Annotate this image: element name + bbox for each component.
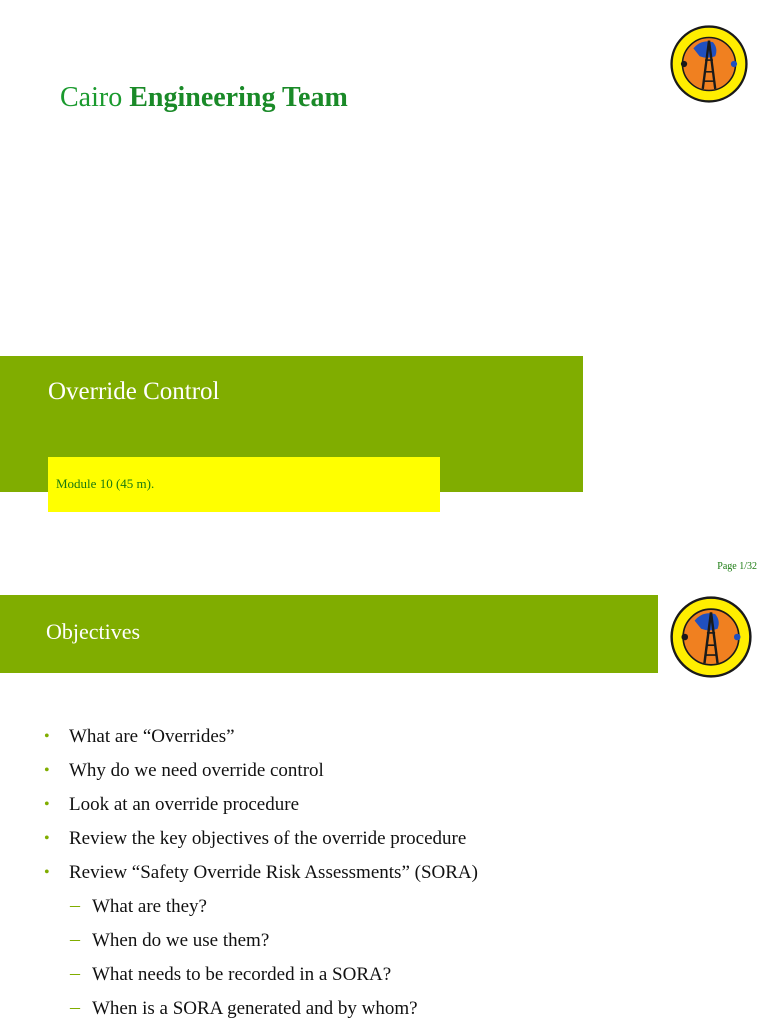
title-prefix: Cairo xyxy=(60,82,123,113)
objective-item: • Review “Safety Override Risk Assessments” (SORA) xyxy=(0,856,768,890)
slide-title xyxy=(60,82,348,114)
objectives-list xyxy=(0,720,768,1026)
objective-item: • Why do we need override control xyxy=(0,754,768,788)
company-emblem-icon xyxy=(670,25,748,103)
objective-item: • What are “Overrides” xyxy=(0,720,768,754)
company-emblem-icon xyxy=(670,596,752,678)
module-title: Override Control xyxy=(48,378,220,405)
objective-item: • Review the key objectives of the override procedure xyxy=(0,822,768,856)
module-info-box xyxy=(48,457,440,512)
objective-subitem: – When is a SORA generated and by whom? xyxy=(0,992,768,1026)
objective-subitem: – When do we use them? xyxy=(0,924,768,958)
title-bold: Engineering Team xyxy=(129,82,348,113)
objectives-band xyxy=(0,595,658,673)
objective-subitem: – What needs to be recorded in a SORA? xyxy=(0,958,768,992)
objective-item: • Look at an override procedure xyxy=(0,788,768,822)
page-number: Page 1/32 xyxy=(717,561,757,572)
module-info-text: Module 10 (45 m). xyxy=(56,476,155,491)
objectives-heading: Objectives xyxy=(46,619,141,644)
objective-subitem: – What are they? xyxy=(0,890,768,924)
objectives-slide xyxy=(0,555,768,1024)
